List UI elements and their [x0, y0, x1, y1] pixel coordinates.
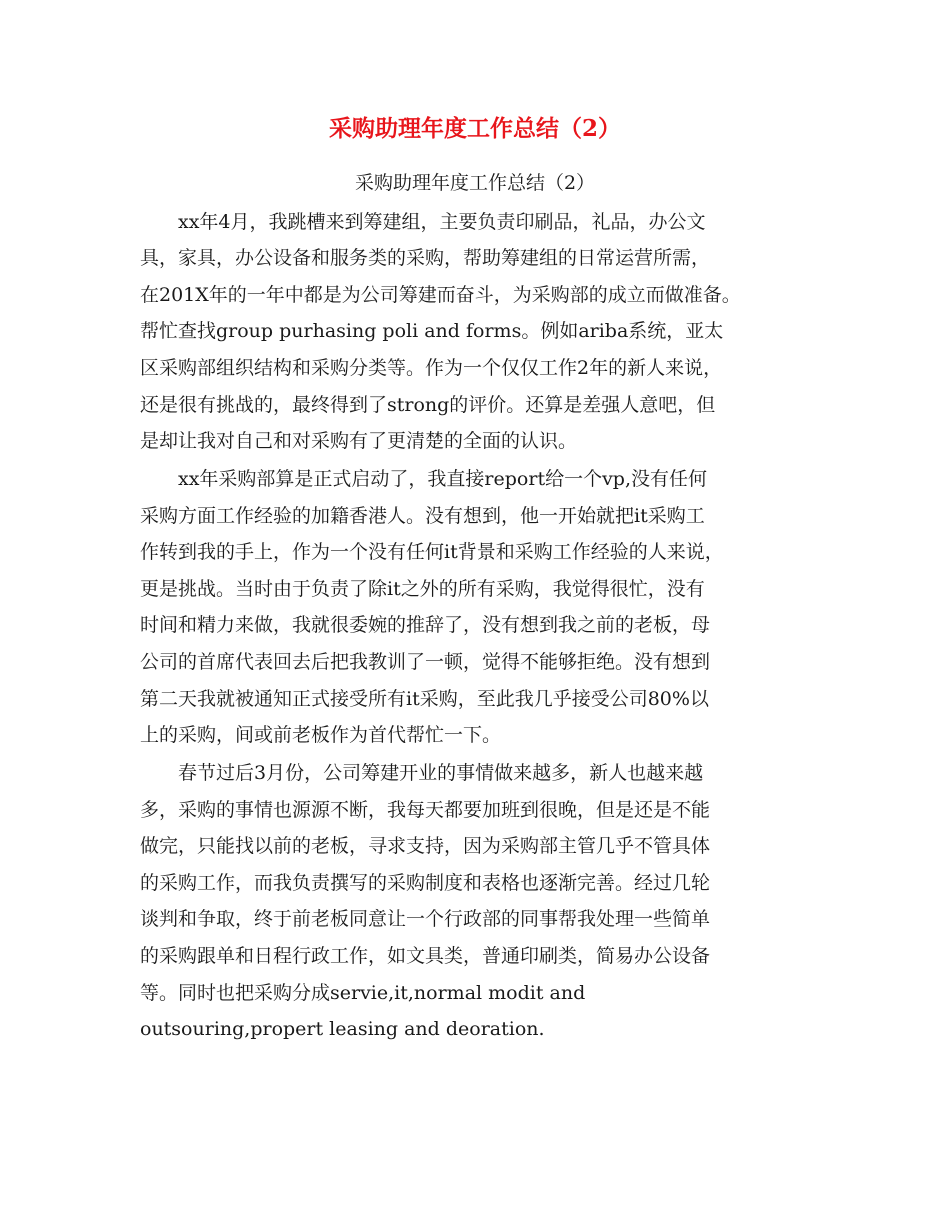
body-line: 谈判和争取，终于前老板同意让一个行政部的同事帮我处理一些简单 — [140, 908, 711, 930]
body-line: 的采购工作，而我负责撰写的采购制度和表格也逐渐完善。经过几轮 — [140, 872, 711, 894]
body-line: 更是挑战。当时由于负责了除it之外的所有采购，我觉得很忙，没有 — [140, 578, 705, 600]
body-line: 上的采购，间或前老板作为首代帮忙一下。 — [140, 724, 502, 746]
body-line: 帮忙查找group purhasing poli and forms。例如ariba系统，亚太 — [140, 320, 724, 342]
document-title: 采购助理年度工作总结（2） — [328, 115, 621, 142]
body-line: 公司的首席代表回去后把我教训了一顿，觉得不能够拒绝。没有想到 — [140, 651, 711, 673]
body-line: xx年采购部算是正式启动了，我直接report给一个vp,没有任何 — [140, 468, 708, 490]
body-line: 第二天我就被通知正式接受所有it采购，至此我几乎接受公司80%以 — [140, 688, 709, 710]
body-line: 春节过后3月份，公司筹建开业的事情做来越多，新人也越来越 — [140, 762, 704, 784]
body-line: 采购方面工作经验的加籍香港人。没有想到，他一开始就把it采购工 — [140, 505, 705, 527]
document-subtitle: 采购助理年度工作总结（2） — [354, 172, 596, 194]
body-line: 在201X年的一年中都是为公司筹建而奋斗，为采购部的成立而做准备。 — [140, 284, 741, 306]
body-line: 具，家具，办公设备和服务类的采购，帮助筹建组的日常运营所需， — [140, 247, 711, 269]
body-line: 的采购跟单和日程行政工作，如文具类，普通印刷类，简易办公设备 — [140, 945, 711, 967]
body-line: outsouring,propert leasing and deoration. — [140, 1018, 545, 1040]
body-line: xx年4月，我跳槽来到筹建组，主要负责印刷品，礼品，办公文 — [140, 211, 706, 233]
body-line: 时间和精力来做，我就很委婉的推辞了，没有想到我之前的老板，母 — [140, 614, 711, 636]
body-line: 还是很有挑战的，最终得到了strong的评价。还算是差强人意吧，但 — [140, 394, 716, 416]
body-line: 作转到我的手上，作为一个没有任何it背景和采购工作经验的人来说， — [140, 541, 724, 563]
body-line: 等。同时也把采购分成servie,it,normal modit and — [140, 982, 586, 1004]
body-line: 多，采购的事情也源源不断，我每天都要加班到很晚，但是还是不能 — [140, 799, 711, 821]
body-line: 是却让我对自己和对采购有了更清楚的全面的认识。 — [140, 430, 578, 452]
body-line: 区采购部组织结构和采购分类等。作为一个仅仅工作2年的新人来说， — [140, 357, 723, 379]
body-line: 做完，只能找以前的老板，寻求支持，因为采购部主管几乎不管具体 — [140, 835, 711, 857]
